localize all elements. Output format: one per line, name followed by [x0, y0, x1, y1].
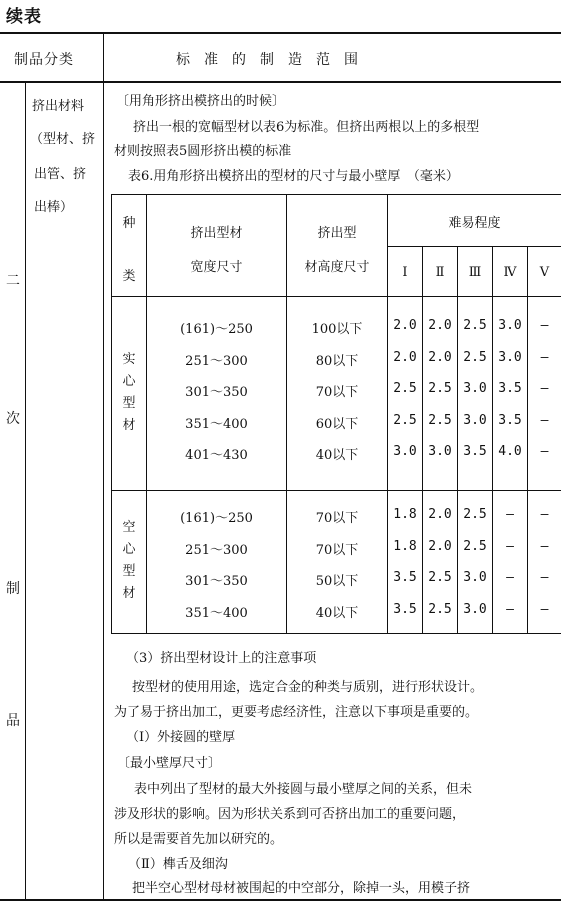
- intro-line: 挤出一根的宽幅型材以表6为标准。但挤出两根以上的多根型: [133, 120, 480, 135]
- difficulty-cell: 1.8: [393, 507, 417, 522]
- width-cell: 301～350: [185, 385, 248, 400]
- width-cell: (161)～250: [180, 511, 253, 526]
- width-cell: (161)～250: [180, 322, 253, 337]
- height-cell: 40以下: [315, 606, 359, 621]
- difficulty-cell: —: [540, 602, 549, 617]
- kind-char: 心: [122, 542, 136, 557]
- width-cell: 351～400: [185, 606, 248, 621]
- difficulty-cell: 3.5: [463, 444, 487, 459]
- difficulty-cell: 2.5: [428, 413, 452, 428]
- difficulty-cell: 2.0: [428, 507, 452, 522]
- page-title: 续表: [6, 7, 42, 27]
- notes-subheading: （Ⅰ）外接圆的壁厚: [126, 730, 236, 745]
- kind-char: 材: [122, 418, 136, 433]
- header-level: Ⅰ: [402, 265, 408, 280]
- difficulty-cell: —: [506, 539, 514, 554]
- header-width: 宽度尺寸: [190, 260, 243, 275]
- difficulty-cell: 2.5: [428, 381, 452, 396]
- side-category-char: 二: [6, 273, 20, 289]
- intro-line: 材则按照表5圆形挤出模的标准: [114, 144, 292, 159]
- difficulty-cell: 2.0: [428, 539, 452, 554]
- category-col-divider: [25, 83, 26, 899]
- difficulty-cell: —: [540, 318, 549, 333]
- header-category: 制品分类: [14, 52, 74, 68]
- difficulty-cell: 2.5: [463, 507, 487, 522]
- width-cell: 251～300: [185, 543, 248, 558]
- header-kind: 类: [122, 269, 136, 284]
- height-cell: 70以下: [315, 543, 359, 558]
- height-cell: 40以下: [315, 448, 359, 463]
- difficulty-cell: 3.5: [393, 602, 417, 617]
- difficulty-cell: 2.5: [463, 350, 487, 365]
- top-rule: [0, 32, 561, 34]
- difficulty-cell: —: [540, 413, 549, 428]
- header-rule: [0, 81, 561, 83]
- subcategory-col-divider: [103, 83, 104, 899]
- header-level: Ⅱ: [435, 265, 445, 280]
- subcategory-line: 出棒）: [34, 200, 74, 215]
- kind-char: 实: [122, 352, 136, 367]
- difficulty-cell: —: [540, 570, 549, 585]
- width-cell: 251～300: [185, 354, 248, 369]
- table-header-rule: [111, 296, 561, 297]
- difficulty-cell: 3.0: [463, 413, 487, 428]
- header-standard-range: 标 准 的 制 造 范 围: [176, 52, 358, 68]
- side-category-char: 制: [6, 581, 20, 597]
- kind-char: 型: [122, 564, 136, 579]
- header-level: Ⅴ: [539, 265, 550, 280]
- difficulty-cell: —: [540, 539, 549, 554]
- difficulty-cell: 2.5: [463, 539, 487, 554]
- difficulty-cell: 2.5: [463, 318, 487, 333]
- kind-char: 型: [122, 396, 136, 411]
- difficulty-cell: 3.0: [393, 444, 417, 459]
- header-level: Ⅲ: [468, 265, 482, 280]
- difficulty-cell: 2.0: [393, 350, 417, 365]
- difficulty-cell: —: [506, 570, 514, 585]
- notes-paragraph: 按型材的使用用途，选定合金的种类与质别，进行形状设计。: [132, 680, 484, 695]
- header-kind: 种: [122, 216, 136, 231]
- difficulty-cell: 3.5: [498, 381, 522, 396]
- difficulty-cell: 2.0: [428, 350, 452, 365]
- height-cell: 60以下: [315, 417, 359, 432]
- difficulty-cell: —: [540, 381, 549, 396]
- header-level: Ⅳ: [503, 265, 517, 280]
- notes-subheading: （Ⅱ）榫舌及细沟: [128, 857, 228, 872]
- header-difficulty: 难易程度: [448, 216, 501, 231]
- table-caption: 表6.用角形挤出模挤出的型材的尺寸与最小壁厚 （毫米）: [128, 169, 459, 184]
- height-cell: 100以下: [311, 322, 363, 337]
- difficulty-cell: 3.0: [463, 602, 487, 617]
- difficulty-cell: 3.0: [428, 444, 452, 459]
- height-cell: 80以下: [315, 354, 359, 369]
- bottom-rule: [0, 899, 561, 901]
- difficulty-cell: 2.0: [393, 318, 417, 333]
- difficulty-cell: —: [506, 507, 514, 522]
- kind-char: 心: [122, 374, 136, 389]
- width-cell: 301～350: [185, 574, 248, 589]
- height-cell: 70以下: [315, 511, 359, 526]
- difficulty-cell: 1.8: [393, 539, 417, 554]
- difficulty-cell: 3.0: [498, 318, 522, 333]
- notes-paragraph: 涉及形状的影响。因为形状关系到可否挤出加工的重要问题，: [114, 807, 466, 822]
- subcategory-line: 挤出材料: [32, 99, 85, 114]
- difficulty-cell: 2.5: [428, 570, 452, 585]
- notes-paragraph: 把半空心型材母材被围起的中空部分，除掉一头，用模子挤: [132, 881, 471, 896]
- difficulty-cell: 3.0: [463, 381, 487, 396]
- difficulty-cell: 2.5: [393, 413, 417, 428]
- difficulty-cell: 4.0: [498, 444, 522, 459]
- subcategory-line: 出管、挤: [34, 167, 87, 182]
- notes-paragraph: 表中列出了型材的最大外接圆与最小壁厚之间的关系，但未: [134, 782, 473, 797]
- table-bottom-rule: [111, 633, 561, 634]
- height-cell: 50以下: [315, 574, 359, 589]
- kind-char: 材: [122, 586, 136, 601]
- notes-paragraph: 所以是需要首先加以研究的。: [114, 832, 284, 847]
- notes-paragraph: 为了易于挤出加工，更要考虑经济性，注意以下事项是重要的。: [114, 705, 479, 720]
- header-height: 挤出型: [317, 226, 357, 241]
- difficulty-cell: —: [540, 507, 549, 522]
- difficulty-cell: 3.5: [498, 413, 522, 428]
- difficulty-cell: 2.0: [428, 318, 452, 333]
- difficulty-cell: 3.0: [463, 570, 487, 585]
- header-width: 挤出型材: [190, 226, 243, 241]
- width-cell: 351～400: [185, 417, 248, 432]
- subcategory-line: （型材、挤: [30, 132, 96, 147]
- header-height: 材高度尺寸: [304, 260, 370, 275]
- difficulty-cell: —: [540, 350, 549, 365]
- difficulty-cell: 2.5: [428, 602, 452, 617]
- side-category-char: 次: [6, 411, 20, 427]
- side-category-char: 品: [6, 713, 20, 729]
- table-top-rule: [111, 194, 561, 195]
- notes-heading: （3）挤出型材设计上的注意事项: [126, 651, 317, 666]
- difficulty-sub-rule: [387, 246, 561, 247]
- notes-subheading: 〔最小壁厚尺寸〕: [117, 756, 222, 771]
- kind-char: 空: [122, 520, 136, 535]
- difficulty-cell: —: [540, 444, 549, 459]
- header-divider: [103, 34, 104, 81]
- width-cell: 401～430: [185, 448, 248, 463]
- difficulty-cell: 2.5: [393, 381, 417, 396]
- intro-line: 〔用角形挤出模挤出的时候〕: [116, 94, 286, 109]
- difficulty-cell: —: [506, 602, 514, 617]
- group-divider-rule: [111, 490, 561, 491]
- difficulty-cell: 3.5: [393, 570, 417, 585]
- difficulty-cell: 3.0: [498, 350, 522, 365]
- height-cell: 70以下: [315, 385, 359, 400]
